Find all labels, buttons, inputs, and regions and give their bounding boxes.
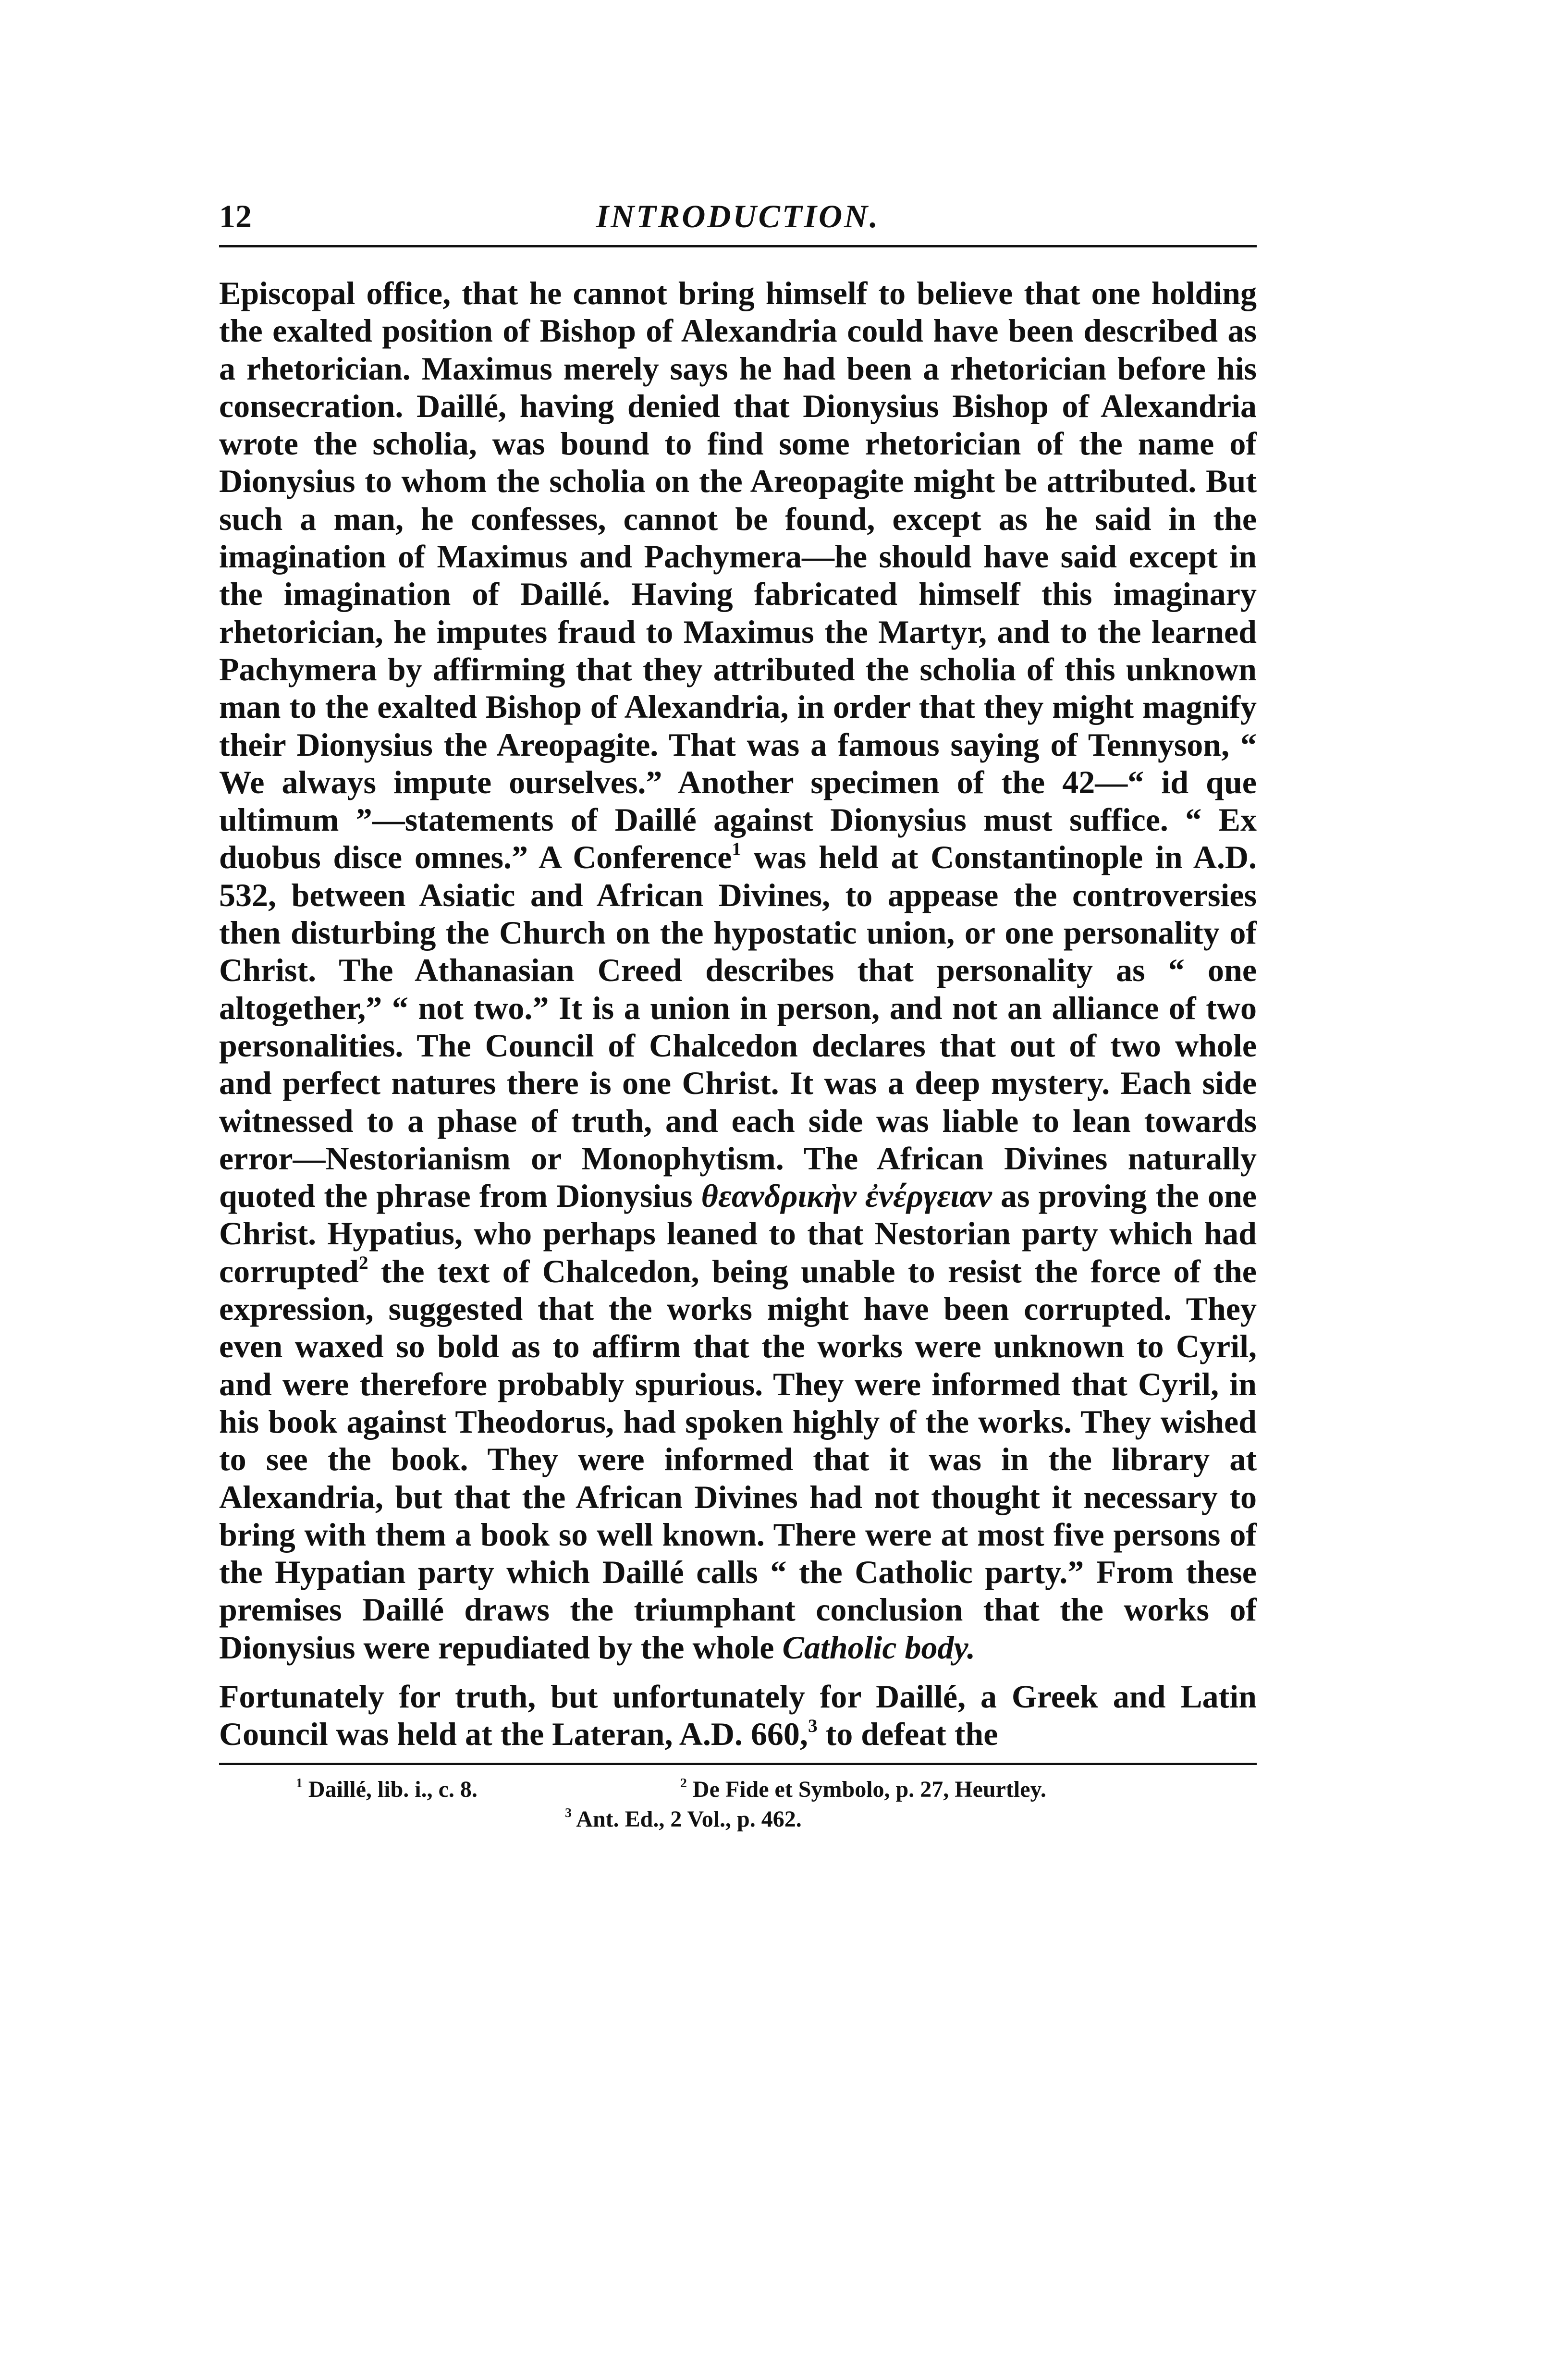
footnote-2-mark: 2 (680, 1775, 687, 1791)
running-title: INTRODUCTION. (596, 198, 880, 234)
greek-phrase: θεανδρικὴν ἐνέργειαν (701, 1178, 992, 1215)
footnote-ref-3: 3 (808, 1715, 818, 1736)
paragraph-2-text-b: to defeat the (817, 1716, 998, 1753)
paragraph-1-text-a: Episcopal office, that he cannot bring himself to believe that one holding the exalted position of Bishop of Alexandria could have been described as a rhetorician. Maximus merely says he had been a rhetorician before his consecration. Daillé, having denied that Dionysius Bishop of Alexandria wrote the scholia, was bound to find some rhetorician of the name of Dionysius to whom the scholia on the Areopagite might be attributed. But such a man, he confesses, cannot be found, except as he said in the imagination of Maximus and Pachymera—he should have said except in the imagination of Daillé. Having fabricated himself this imaginary rhetorician, he imputes fraud to Maximus the Martyr, and to the learned Pachymera by affirming that they attributed the scholia of this unknown man to the exalted Bishop of Alexandria, in order that they might magnify their Dionysius the Areopagite. That was a famous saying of Tennyson, “ We always impute ourselves.” Another specimen of the 42—“ id que ultimum ”—statements of Daillé against Dionysius must suffice. “ Ex duobus disce omnes.” A Conference (219, 275, 1257, 876)
footnote-2-text: De Fide et Symbolo, p. 27, Heurtley. (686, 1776, 1046, 1802)
footnote-3-mark: 3 (565, 1805, 572, 1820)
page-number: 12 (219, 198, 252, 234)
footnote-row-2 (219, 1805, 1257, 1834)
footnote-row-1 (219, 1775, 1257, 1805)
paragraph-2-text-a: Fortunately for truth, but unfortunately for Daillé, a Greek and Latin Council was held at the Lateran, A.D. 660, (219, 1678, 1257, 1753)
paragraph-1-text-c: as proving the one Christ. Hypatius, who perhaps leaned to that Nestorian party which had corrupted (219, 1178, 1257, 1289)
paragraph-1-text-d: the text of Chalcedon, being unable to resist the force of the expression, suggested that the works might have been corrupted. They even waxed so bold as to affirm that the works were unknown to Cyril, and were therefore probably spurious. They were informed that Cyril, in his book against Theodorus, had spoken highly of the works. They wished to see the book. They were informed that it was in the library at Alexandria, but that the African Divines had not thought it necessary to bring with them a book so well known. There were at most five persons of the Hypatian party which Daillé calls “ the Catholic party.” From these premises Daillé draws the triumphant conclusion that the works of Dionysius were repudiated by the whole (219, 1252, 1257, 1666)
book-page (219, 192, 1257, 1834)
footnote-1 (296, 1775, 478, 1805)
footnote-ref-2: 2 (358, 1252, 368, 1274)
paragraph-1-text-b: was held at Constantinople in A.D. 532, between Asiatic and African Divines, to appease the controversies then disturbing the Church on the hypostatic union, or one personality of Christ. The Athanasian Creed describes that personality as “ one altogether,” “ not two.” It is a union in person, and not an alliance of two personalities. The Council of Chalcedon declares that out of two whole and perfect natures there is one Christ. It was a deep mystery. Each side witnessed to a phase of truth, and each side was liable to lean towards error—Nestorianism or Monophytism. The African Divines naturally quoted the phrase from Dionysius (219, 839, 1257, 1215)
italic-catholic-body: Catholic body. (782, 1629, 976, 1666)
footnote-2 (680, 1775, 1046, 1805)
footnote-3 (565, 1805, 802, 1834)
running-head (219, 192, 1257, 247)
footnote-1-mark: 1 (296, 1775, 303, 1791)
footnote-3-text: Ant. Ed., 2 Vol., p. 462. (571, 1806, 802, 1832)
paragraph-1 (219, 274, 1257, 1666)
footnote-1-text: Daillé, lib. i., c. 8. (302, 1776, 478, 1802)
footnote-ref-1: 1 (732, 838, 741, 859)
paragraph-2 (219, 1678, 1257, 1753)
footnotes (219, 1763, 1257, 1834)
body-text (219, 274, 1257, 1753)
